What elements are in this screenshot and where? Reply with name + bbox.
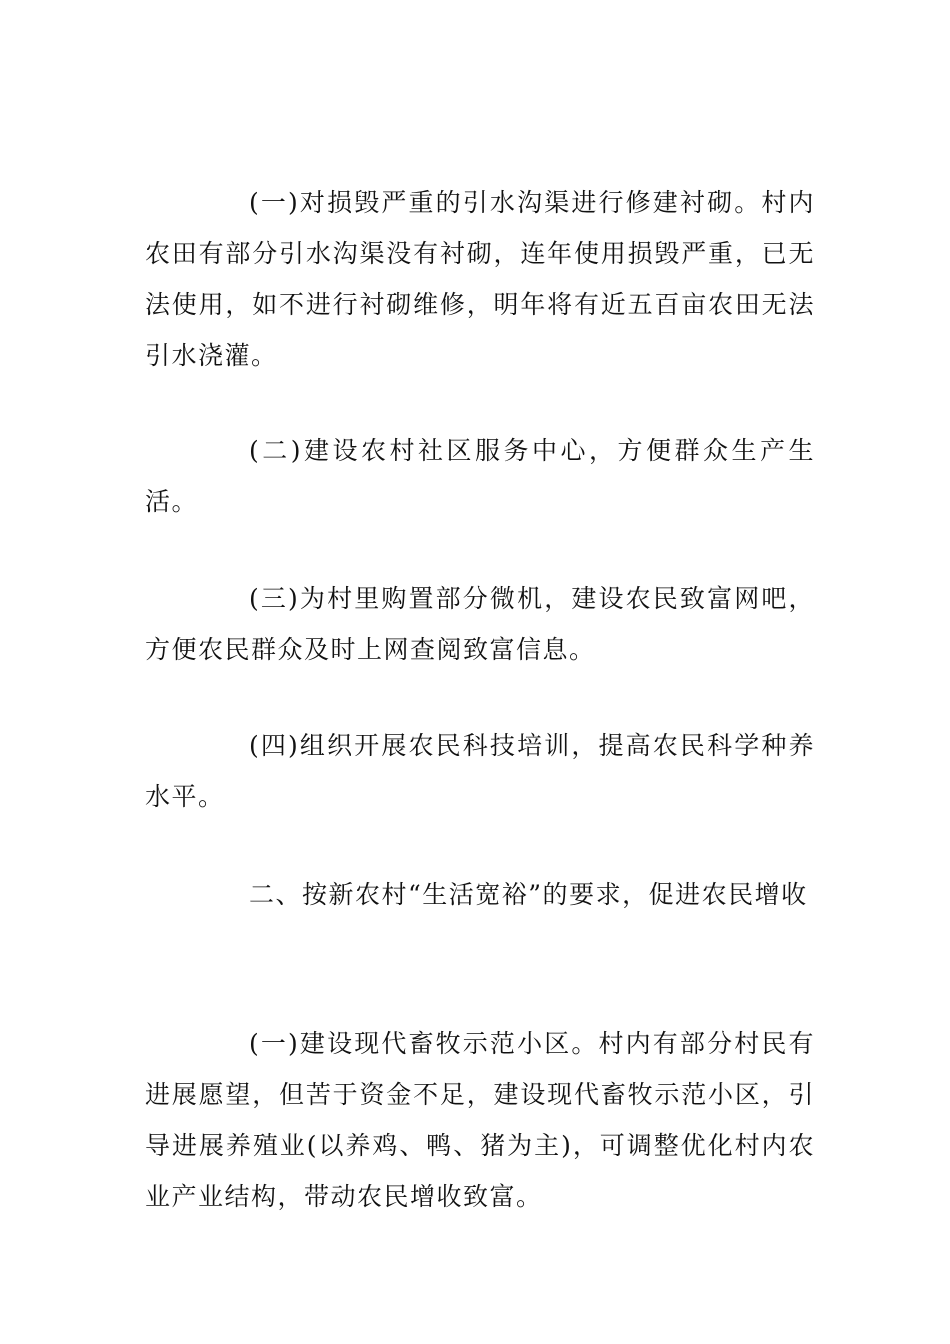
- paragraph-tech-training: (四)组织开展农民科技培训，提高农民科学种养水平。: [145, 731, 815, 811]
- section-heading-income: 二、按新农村“生活宽裕”的要求，促进农民增收: [249, 880, 808, 909]
- paragraph-service-center: (二)建设农村社区服务中心，方便群众生产生活。: [145, 436, 815, 516]
- paragraph-repair-canals: (一)对损毁严重的引水沟渠进行修建衬砌。村内农田有部分引水沟渠没有衬砌，连年使用损毁严重，已无法使用，如不进行衬砌维修，明年将有近五百亩农田无法引水浇灌。: [145, 188, 815, 370]
- paragraph-internet-cafe: (三)为村里购置部分微机，建设农民致富网吧，方便农民群众及时上网查阅致富信息。: [145, 584, 815, 664]
- paragraph-livestock-zone: (一)建设现代畜牧示范小区。村内有部分村民有进展愿望，但苦于资金不足，建设现代畜牧示范小区，引导进展养殖业(以养鸡、鸭、猪为主)，可调整优化村内农业产业结构，带动农民增收致富。: [145, 1029, 815, 1211]
